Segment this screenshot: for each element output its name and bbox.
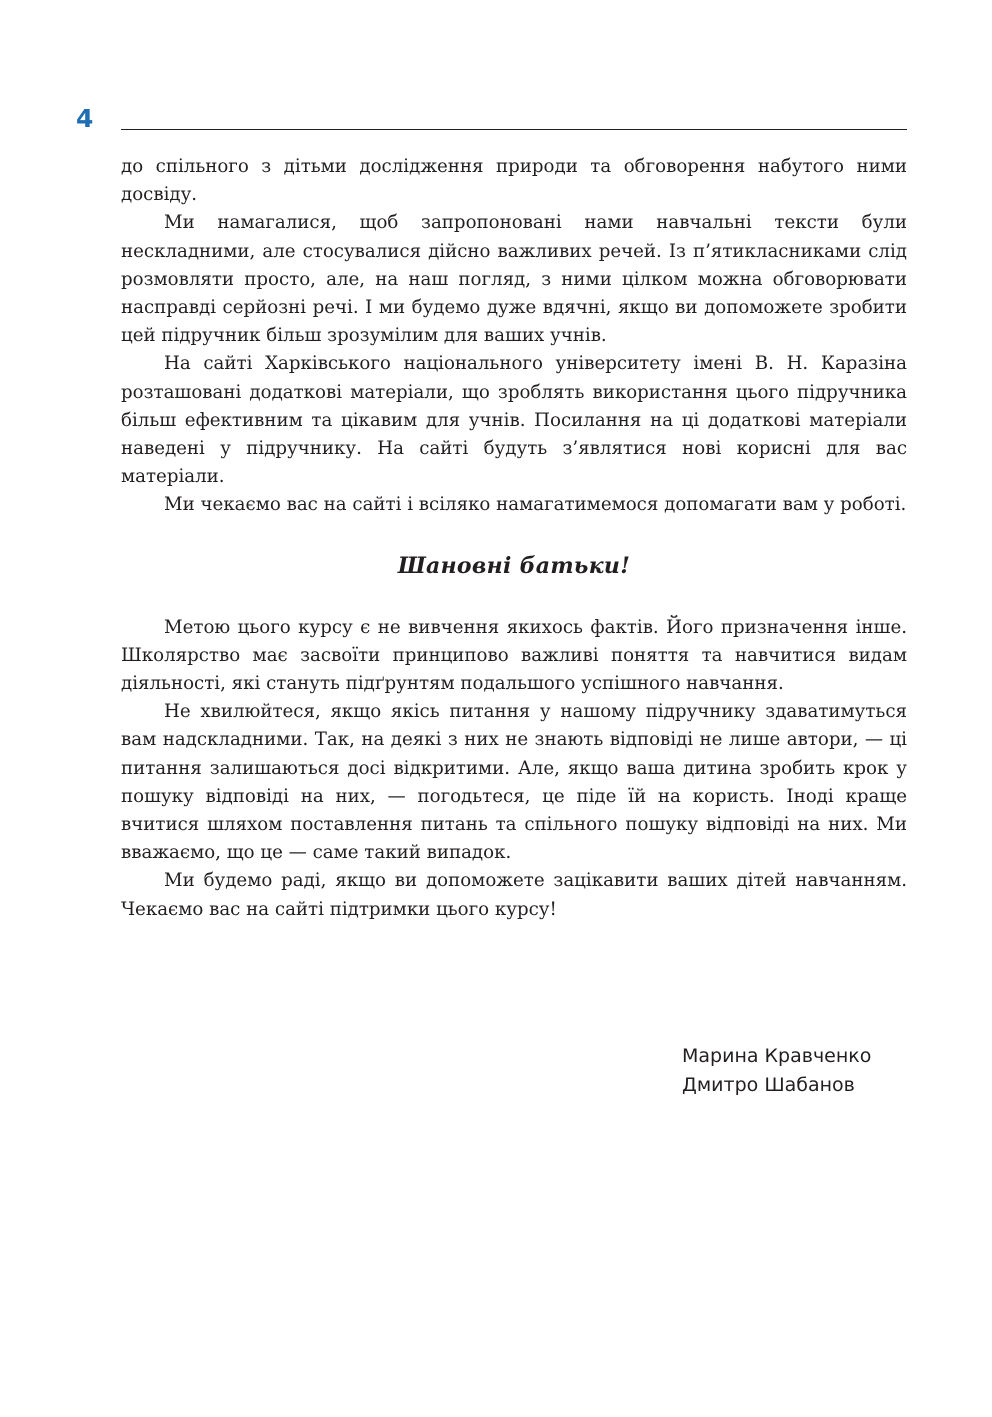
parents-heading: Шановні батьки! [397,552,631,579]
header-rule [121,129,907,130]
author-name: Марина Кравченко [682,1045,872,1067]
paragraph-course-goal: Метою цього курсу є не вивчення якихось фактів. Його призначення інше. Школярство має засвоїти принципово важливі поняття та навчитися видам діяльності, які стануть підґрунтям подальшого успішного навчання. [121,616,907,695]
page-body [121,153,907,924]
paragraph-difficult-questions: Не хвилюйтеся, якщо якісь питання у нашому підручнику здаватимуться вам надскладними. Так, на деякі з них не знають відповіді не лише автори, — ці питання залишаються досі відкритими. Але, якщо ваша дитина зробить крок у пошуку відповіді на них, — погодьтеся, це піде їй на користь. Іноді краще вчитися шляхом поставлення питань та спільного пошуку відповіді на них. Ми вважаємо, що це — саме такий випадок. [121,701,907,864]
paragraph-texts-simplicity: Ми намагалися, щоб запропоновані нами навчальні тексти були нескладними, але стосувалися дійсно важливих речей. Із п’ятикласниками слід розмовляти просто, але, на наш погляд, з ними цілком можна обговорювати насправді серйозні речі. І ми будемо дуже вдячні, якщо ви допоможете зробити цей підручник більш зрозумілим для ваших учнів. [121,212,907,347]
paragraph-closing: Ми будемо раді, якщо ви допоможете зацікавити ваших дітей навчанням. Чекаємо вас на сайті підтримки цього курсу! [121,870,907,920]
paragraph-continuation: до спільного з дітьми дослідження природи та обговорення набутого ними досвіду. [121,156,907,206]
paragraph-website-materials: На сайті Харківського національного університету імені В. Н. Каразіна розташовані додаткові матеріали, що зроблять використання цього підручника більш ефективним та цікавим для учнів. Посилання на ці додаткові матеріали наведені у підручнику. На сайті будуть з’являтися нові корисні для вас матеріали. [121,353,907,488]
authors-signature [682,1042,871,1099]
paragraph-waiting-on-site: Ми чекаємо вас на сайті і всіляко намагатимемося допомагати вам у роботі. [164,494,907,516]
author-name: Дмитро Шабанов [682,1073,855,1096]
page-number: 4 [76,104,94,133]
